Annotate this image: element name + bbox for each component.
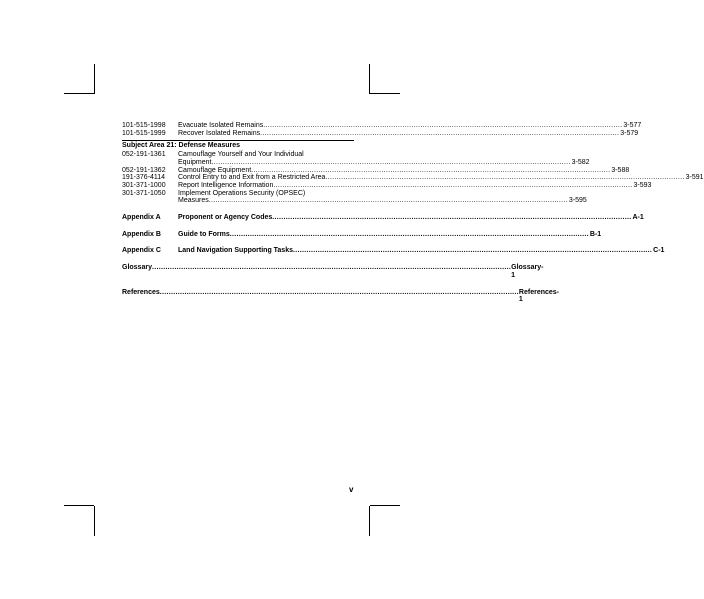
toc-entry[interactable]	[122, 189, 587, 205]
page-ref: 3-579	[620, 129, 639, 137]
appendix-entry[interactable]	[122, 230, 602, 239]
toc-entry[interactable]	[122, 129, 639, 138]
appendix-title: Proponent or Agency Codes	[178, 214, 273, 222]
glossary-label: Glossary	[122, 264, 152, 272]
toc-entry[interactable]	[122, 122, 642, 130]
task-title: Camouflage Equipment	[178, 166, 252, 174]
leader-dots	[273, 182, 632, 190]
task-title-line1: Camouflage Yourself and Your Individual	[178, 151, 304, 159]
task-code: 191-376-4114	[122, 174, 166, 182]
page-ref: 3-582	[571, 158, 590, 166]
leader-dots	[209, 197, 568, 205]
appendix-label: Appendix B	[122, 230, 161, 238]
leader-dots	[263, 122, 622, 130]
toc-entry[interactable]	[122, 174, 704, 182]
appendix-title: Guide to Forms	[178, 230, 230, 238]
leader-dots	[260, 130, 619, 138]
leader-dots	[251, 167, 610, 175]
page-ref: 3-577	[623, 122, 642, 129]
task-title-line2: Measures	[178, 197, 209, 205]
appendix-entry[interactable]	[122, 214, 644, 222]
task-title: Report Intelligence Information	[178, 181, 274, 189]
page-ref: A-1	[632, 214, 644, 222]
leader-dots	[293, 247, 652, 255]
task-code: 301-371-1000	[122, 181, 166, 189]
task-code: 101-515-1999	[122, 129, 166, 137]
crop-mark-bottom-right-horizontal	[370, 505, 400, 506]
appendix-label: Appendix C	[122, 247, 161, 255]
task-code: 301-371-1050	[122, 189, 166, 197]
task-title: Control Entry to and Exit from a Restricted Area	[178, 174, 326, 182]
page-ref: 3-595	[568, 197, 587, 205]
leader-dots	[325, 174, 684, 182]
crop-mark-top-right-horizontal	[370, 93, 400, 94]
task-title-line2: Equipment	[178, 158, 212, 166]
crop-mark-top-left-vertical	[94, 64, 95, 94]
crop-mark-bottom-right-vertical	[369, 506, 370, 536]
glossary-entry[interactable]	[122, 264, 544, 279]
page-ref: References-1	[518, 288, 559, 304]
leader-dots	[160, 289, 519, 304]
table-of-contents	[122, 122, 704, 304]
page-ref: Glossary-1	[511, 264, 544, 279]
task-code: 101-515-1998	[122, 122, 166, 129]
leader-dots	[211, 159, 570, 167]
task-title-line1: Implement Operations Security (OPSEC)	[178, 189, 306, 197]
section-divider	[122, 140, 354, 141]
task-code: 052-191-1361	[122, 151, 166, 159]
toc-entry[interactable]	[122, 151, 590, 166]
page-ref: 3-591	[685, 174, 704, 182]
leader-dots	[152, 264, 511, 279]
subject-area-heading: Subject Area 21: Defense Measures	[122, 142, 241, 150]
leader-dots	[230, 231, 589, 239]
appendix-label: Appendix A	[122, 214, 161, 222]
crop-mark-top-left-horizontal	[64, 93, 94, 94]
appendix-title: Land Navigation Supporting Tasks	[178, 247, 293, 255]
page-number: v	[349, 485, 354, 494]
appendix-entry[interactable]	[122, 247, 665, 255]
page-ref: 3-593	[633, 181, 652, 189]
task-title: Evacuate Isolated Remains	[178, 122, 264, 129]
page-ref: B-1	[589, 230, 602, 238]
toc-entry[interactable]	[122, 166, 630, 175]
crop-mark-bottom-left-vertical	[94, 506, 95, 536]
page-ref: C-1	[653, 247, 665, 255]
leader-dots	[272, 214, 631, 222]
page-ref: 3-588	[611, 166, 630, 174]
task-title: Recover Isolated Remains	[178, 129, 261, 137]
references-entry[interactable]	[122, 288, 559, 304]
crop-mark-bottom-left-horizontal	[64, 505, 94, 506]
task-code: 052-191-1362	[122, 166, 166, 174]
references-label: References	[122, 288, 160, 296]
toc-entry[interactable]	[122, 181, 652, 190]
crop-mark-top-right-vertical	[369, 64, 370, 94]
